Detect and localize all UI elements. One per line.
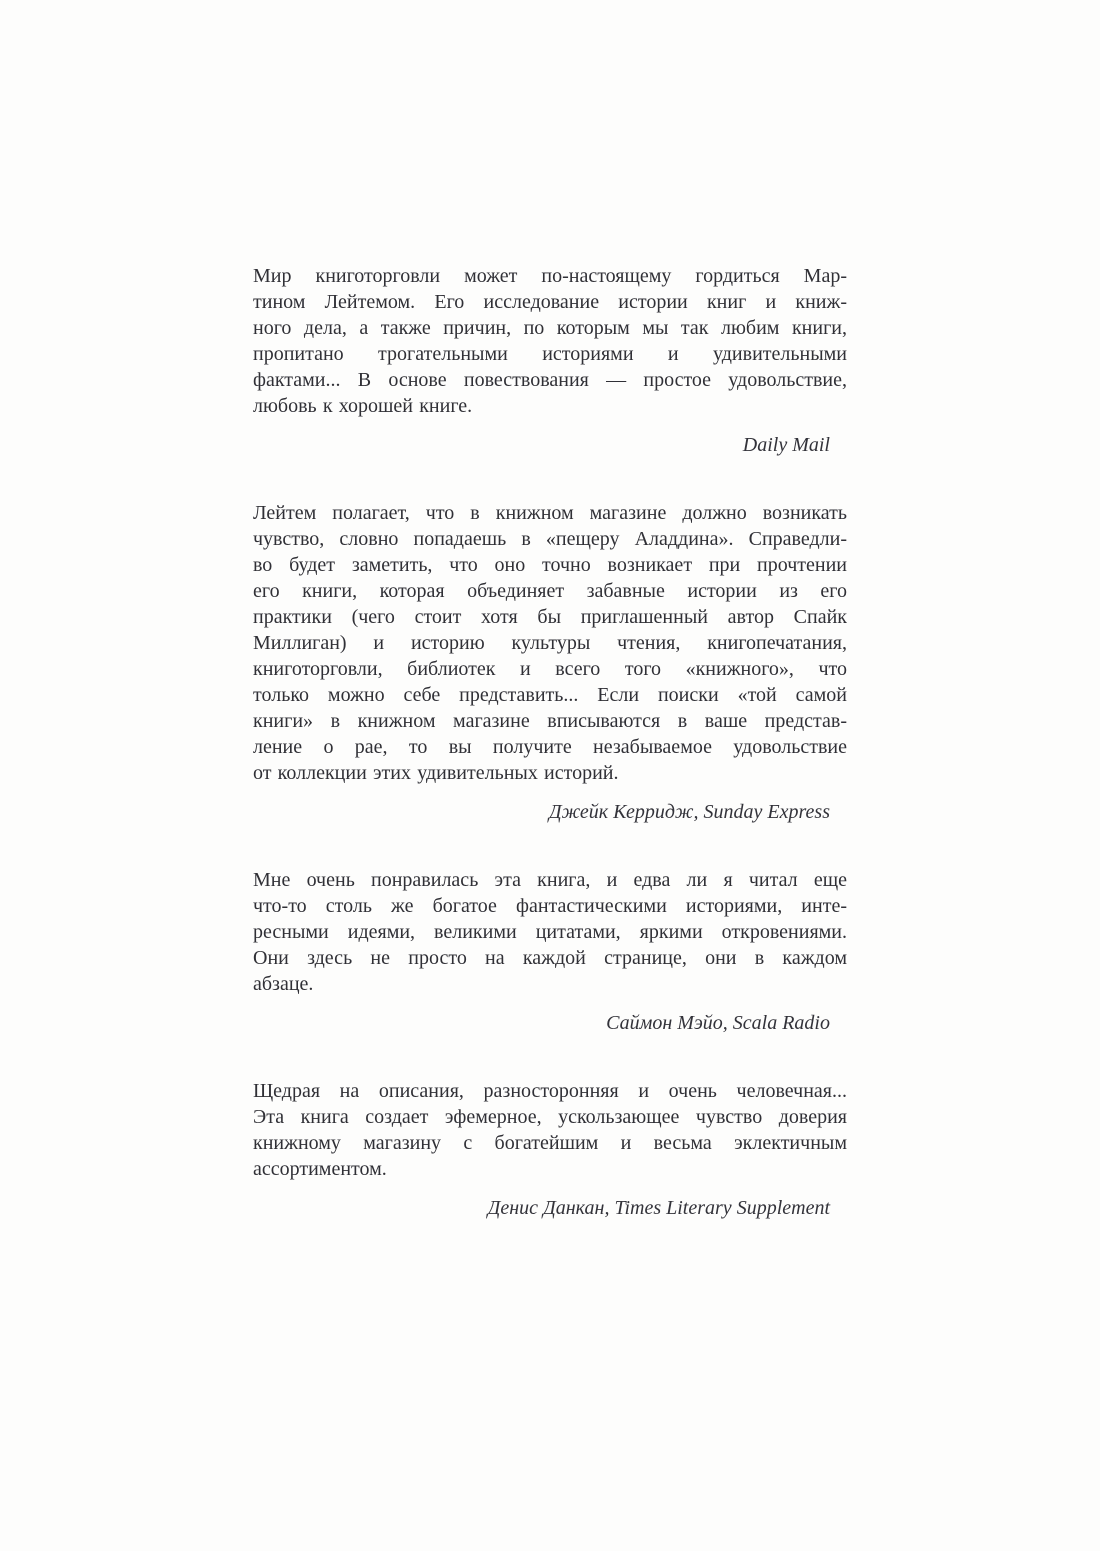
review-line: Мир книготорговли может по-настоящему гордиться Мар- — [253, 265, 847, 287]
review-attribution: Саймон Мэйо, Scala Radio — [606, 1012, 830, 1034]
review-line: книги» в книжном магазине вписываются в ваше представ- — [253, 710, 847, 732]
review-attribution: Daily Mail — [742, 434, 830, 456]
review-block — [253, 500, 847, 825]
review-block — [253, 263, 847, 458]
review-line: от коллекции этих удивительных историй. — [253, 762, 619, 784]
review-line: тином Лейтемом. Его исследование истории книг и книж- — [253, 291, 847, 313]
review-attribution: Денис Данкан, Times Literary Supplement — [487, 1197, 830, 1219]
review-line: книготорговли, библиотек и всего того «книжного», что — [253, 658, 847, 680]
review-line: ление о рае, то вы получите незабываемое удовольствие — [253, 736, 847, 758]
review-line: чувство, словно попадаешь в «пещеру Аладдина». Справедли- — [253, 528, 847, 550]
review-line: Миллиган) и историю культуры чтения, книгопечатания, — [253, 632, 847, 654]
review-line: ресными идеями, великими цитатами, яркими откровениями. — [253, 921, 847, 943]
review-text — [253, 867, 847, 997]
review-text — [253, 263, 847, 419]
review-line: только можно себе представить... Если поиски «той самой — [253, 684, 847, 706]
review-line: пропитано трогательными историями и удивительными — [253, 343, 847, 365]
review-line: Мне очень понравилась эта книга, и едва ли я читал еще — [253, 869, 847, 891]
review-line: Они здесь не просто на каждой странице, они в каждом — [253, 947, 847, 969]
review-line: его книги, которая объединяет забавные истории из его — [253, 580, 847, 602]
reviews — [253, 263, 847, 1263]
review-line: любовь к хорошей книге. — [253, 395, 473, 417]
review-attribution: Джейк Керридж, Sunday Express — [548, 801, 830, 823]
review-line: абзаце. — [253, 973, 314, 995]
review-text — [253, 1078, 847, 1182]
review-line: во будет заметить, что оно точно возникает при прочтении — [253, 554, 847, 576]
review-line: ного дела, а также причин, по которым мы так любим книги, — [253, 317, 847, 339]
review-line: фактами... В основе повествования — простое удовольствие, — [253, 369, 847, 391]
review-line: практики (чего стоит хотя бы приглашенный автор Спайк — [253, 606, 847, 628]
review-text — [253, 500, 847, 786]
review-block — [253, 867, 847, 1036]
review-line: ассортиментом. — [253, 1158, 387, 1180]
review-line: что-то столь же богатое фантастическими историями, инте- — [253, 895, 847, 917]
review-block — [253, 1078, 847, 1221]
review-line: Щедрая на описания, разносторонняя и очень человечная... — [253, 1080, 847, 1102]
review-line: Эта книга создает эфемерное, ускользающее чувство доверия — [253, 1106, 847, 1128]
review-line: книжному магазину с богатейшим и весьма эклектичным — [253, 1132, 847, 1154]
review-line: Лейтем полагает, что в книжном магазине должно возникать — [253, 502, 847, 524]
